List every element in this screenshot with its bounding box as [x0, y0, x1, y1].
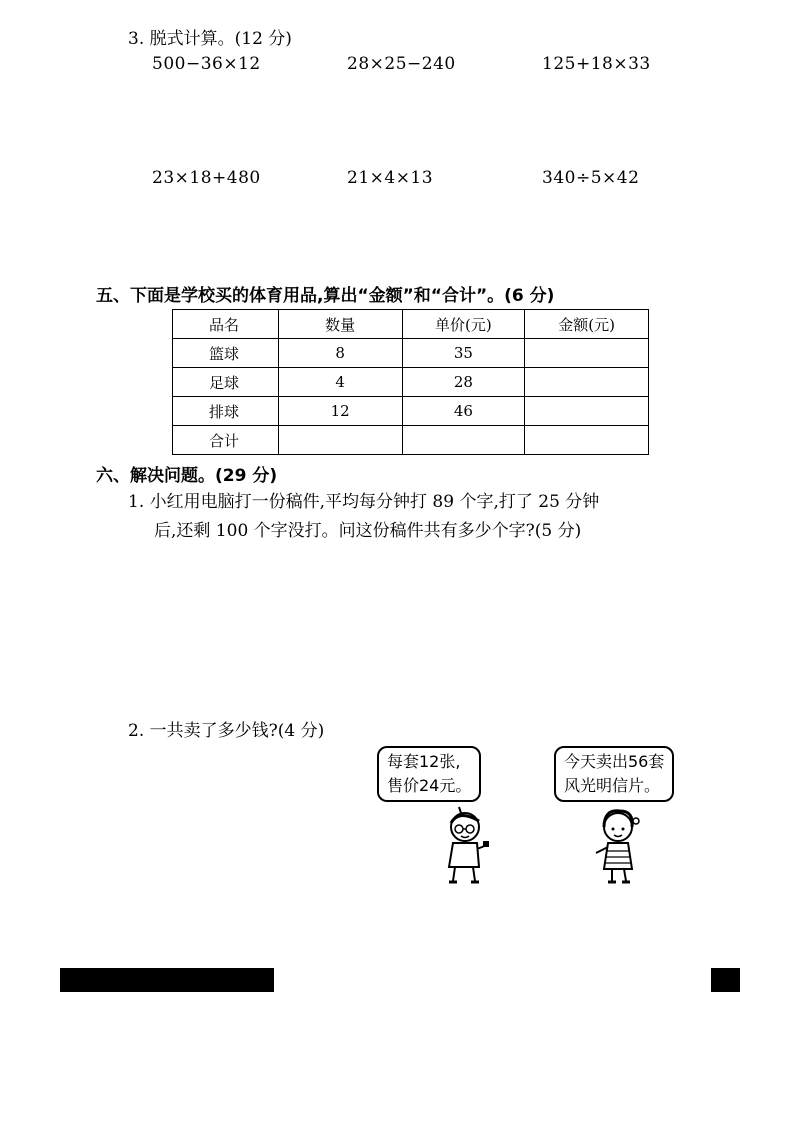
- table-row: [173, 339, 649, 368]
- table-cell: 28: [402, 368, 525, 397]
- table-cell: 35: [402, 339, 525, 368]
- bubble-line: 今天卖出56套: [564, 752, 665, 771]
- speech-bubble-boy: [377, 746, 481, 802]
- expression: 340÷5×42: [542, 168, 640, 188]
- table-header-cell: 品名: [173, 310, 279, 339]
- table-cell: 足球: [173, 368, 279, 397]
- q3-title: 3. 脱式计算。(12 分): [128, 29, 292, 49]
- footer-bar-right: [711, 968, 740, 992]
- table-cell: 排球: [173, 397, 279, 426]
- bubble-line: 风光明信片。: [564, 776, 661, 795]
- girl-illustration: [590, 805, 650, 885]
- problem-1-line-2: 后,还剩 100 个字没打。问这份稿件共有多少个字?(5 分): [154, 521, 582, 541]
- table-header-cell: 数量: [278, 310, 402, 339]
- expression: 28×25−240: [347, 54, 456, 74]
- answer-cell[interactable]: [525, 426, 649, 455]
- section-5-title: 五、下面是学校买的体育用品,算出“金额”和“合计”。(6 分): [96, 286, 555, 306]
- boy-illustration: [435, 805, 495, 885]
- table-row: [173, 426, 649, 455]
- expression: 21×4×13: [347, 168, 434, 188]
- expression: 500−36×12: [152, 54, 261, 74]
- problem-2: 2. 一共卖了多少钱?(4 分): [128, 721, 325, 741]
- answer-cell[interactable]: [402, 426, 525, 455]
- table-cell: 4: [278, 368, 402, 397]
- table-row: [173, 397, 649, 426]
- table-cell: 篮球: [173, 339, 279, 368]
- problem-1-line-1: 1. 小红用电脑打一份稿件,平均每分钟打 89 个字,打了 25 分钟: [128, 492, 600, 512]
- table-header-cell: 单价(元): [402, 310, 525, 339]
- table-cell: 12: [278, 397, 402, 426]
- answer-cell[interactable]: [525, 397, 649, 426]
- table-cell: 46: [402, 397, 525, 426]
- section-6-title: 六、解决问题。(29 分): [96, 466, 278, 486]
- bubble-line: 售价24元。: [387, 776, 472, 795]
- table-cell: 8: [278, 339, 402, 368]
- speech-bubble-girl: [554, 746, 674, 802]
- bubble-line: 每套12张,: [387, 752, 461, 771]
- answer-cell[interactable]: [525, 339, 649, 368]
- table-header-cell: 金额(元): [525, 310, 649, 339]
- answer-cell[interactable]: [278, 426, 402, 455]
- answer-cell[interactable]: [525, 368, 649, 397]
- table-row: [173, 368, 649, 397]
- table-header-row: [173, 310, 649, 339]
- footer-bar-left: [60, 968, 274, 992]
- expression: 23×18+480: [152, 168, 261, 188]
- expression: 125+18×33: [542, 54, 651, 74]
- goods-table: [172, 309, 649, 455]
- table-cell: 合计: [173, 426, 279, 455]
